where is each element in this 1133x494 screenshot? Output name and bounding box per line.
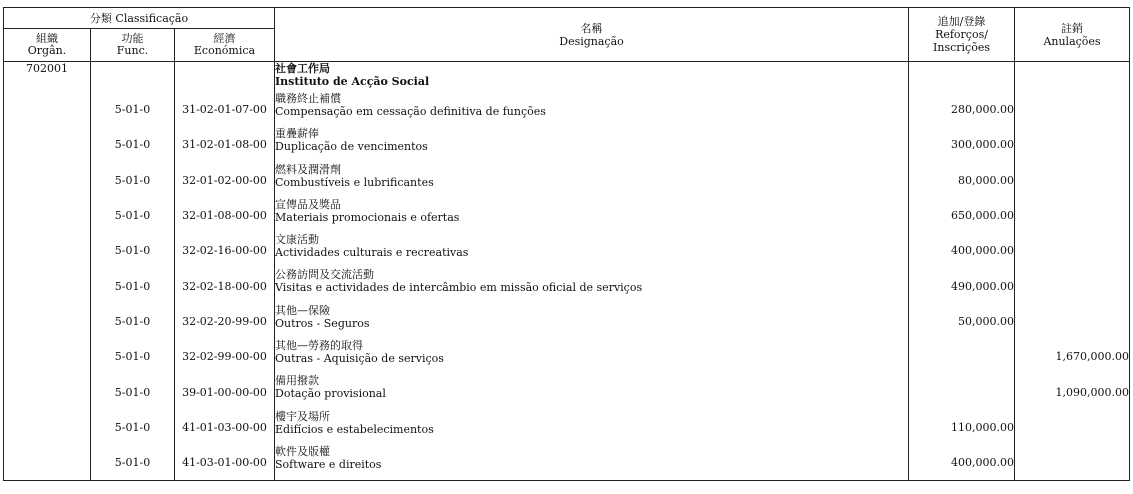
annulment-amount: [1015, 410, 1130, 445]
header-row-top: [4, 8, 1130, 29]
designation-pt: Edifícios e estabelecimentos: [275, 422, 434, 436]
functional-code: 5-01-0: [91, 233, 175, 268]
reinforcements-header-pt1: Reforços/: [935, 28, 988, 41]
designation-header-pt: Designação: [559, 34, 624, 48]
annulment-amount: 1,670,000.00: [1015, 339, 1130, 374]
economic-code: 31-02-01-07-00: [175, 92, 275, 127]
annulment-amount: [1015, 268, 1130, 303]
entity-row: [4, 62, 1130, 93]
reinforcement-amount: 110,000.00: [909, 410, 1015, 445]
table-row: [4, 233, 1130, 268]
economic-code: 41-03-01-00-00: [175, 445, 275, 481]
org-cell: [4, 339, 91, 374]
designation-pt: Duplicação de vencimentos: [275, 140, 428, 154]
designation-zh: 其他—保險: [275, 303, 331, 317]
org-code: 702001: [4, 62, 91, 93]
reinforcement-amount: 300,000.00: [909, 127, 1015, 162]
functional-code: 5-01-0: [91, 374, 175, 409]
entity-reforco-cell: [909, 62, 1015, 93]
table-row: [4, 92, 1130, 127]
org-cell: [4, 163, 91, 198]
economic-code: 32-02-18-00-00: [175, 268, 275, 303]
economic-header-zh: 經濟: [213, 32, 236, 45]
designation-zh: 樓宇及場所: [275, 409, 331, 423]
table-row: [4, 304, 1130, 339]
entity-eco-cell: [175, 62, 275, 93]
designation-header: [275, 8, 909, 62]
annulment-amount: [1015, 163, 1130, 198]
economic-code: 39-01-00-00-00: [175, 374, 275, 409]
functional-code: 5-01-0: [91, 92, 175, 127]
functional-code: 5-01-0: [91, 198, 175, 233]
classification-header: 分類 Classificação: [4, 8, 275, 29]
economic-header-pt: Económica: [193, 44, 256, 57]
designation-cell: [275, 445, 909, 481]
designation-zh: 燃料及潤滑劑: [275, 162, 342, 176]
reinforcements-header: [909, 8, 1015, 62]
annulment-amount: [1015, 233, 1130, 268]
table-row: [4, 268, 1130, 303]
designation-cell: [275, 198, 909, 233]
functional-header-pt: Func.: [116, 44, 149, 57]
designation-cell: [275, 304, 909, 339]
designation-zh: 其他—勞務的取得: [275, 339, 364, 353]
entity-designation: [275, 62, 909, 93]
designation-pt: Outros - Seguros: [275, 316, 370, 330]
functional-code: 5-01-0: [91, 268, 175, 303]
designation-zh: 公務訪問及交流活動: [275, 268, 375, 282]
functional-code: 5-01-0: [91, 445, 175, 481]
organic-header-pt: Orgân.: [27, 44, 67, 57]
annulments-header-zh: 註銷: [1061, 21, 1084, 35]
org-cell: [4, 410, 91, 445]
organic-header: [4, 29, 91, 62]
reinforcement-amount: [909, 339, 1015, 374]
designation-cell: [275, 268, 909, 303]
reinforcement-amount: 80,000.00: [909, 163, 1015, 198]
org-cell: [4, 233, 91, 268]
annulment-amount: [1015, 127, 1130, 162]
functional-header: [91, 29, 175, 62]
designation-zh: 文康活動: [275, 233, 320, 247]
designation-pt: Dotação provisional: [275, 387, 386, 401]
economic-header: [175, 29, 275, 62]
designation-pt: Outras - Aquisição de serviços: [275, 352, 444, 366]
functional-code: 5-01-0: [91, 410, 175, 445]
designation-zh: 軟件及版權: [275, 444, 331, 458]
annulments-header-pt: Anulações: [1043, 34, 1101, 48]
entity-anulacao-cell: [1015, 62, 1130, 93]
entity-name-zh: 社會工作局: [275, 62, 331, 75]
economic-code: 32-01-08-00-00: [175, 198, 275, 233]
functional-code: 5-01-0: [91, 127, 175, 162]
table-row: [4, 163, 1130, 198]
org-cell: [4, 92, 91, 127]
annulment-amount: [1015, 445, 1130, 481]
table-row: [4, 198, 1130, 233]
reinforcements-header-zh: 追加/登錄: [937, 15, 986, 28]
designation-pt: Materiais promocionais e ofertas: [275, 210, 460, 224]
annulment-amount: [1015, 198, 1130, 233]
org-cell: [4, 445, 91, 481]
designation-pt: Combustíveis e lubrificantes: [275, 175, 434, 189]
functional-code: 5-01-0: [91, 163, 175, 198]
org-cell: [4, 127, 91, 162]
functional-header-zh: 功能: [121, 32, 144, 45]
designation-header-zh: 名稱: [580, 21, 603, 35]
annulment-amount: [1015, 92, 1130, 127]
designation-zh: 備用撥款: [275, 374, 320, 388]
table-row: [4, 127, 1130, 162]
reinforcements-header-pt2: Inscrições: [933, 41, 990, 54]
annulments-header: [1015, 8, 1130, 62]
designation-cell: [275, 410, 909, 445]
economic-code: 32-02-16-00-00: [175, 233, 275, 268]
reinforcement-amount: 50,000.00: [909, 304, 1015, 339]
org-cell: [4, 304, 91, 339]
reinforcement-amount: 400,000.00: [909, 233, 1015, 268]
designation-pt: Actividades culturais e recreativas: [275, 246, 469, 260]
economic-code: 32-02-20-99-00: [175, 304, 275, 339]
designation-pt: Visitas e actividades de intercâmbio em missão oficial de serviços: [275, 281, 643, 295]
table-row: [4, 339, 1130, 374]
budget-body: [4, 62, 1130, 481]
economic-code: 31-02-01-08-00: [175, 127, 275, 162]
designation-zh: 重疊薪俸: [275, 127, 320, 141]
designation-cell: [275, 163, 909, 198]
annulment-amount: 1,090,000.00: [1015, 374, 1130, 409]
org-cell: [4, 268, 91, 303]
org-cell: [4, 198, 91, 233]
reinforcement-amount: 650,000.00: [909, 198, 1015, 233]
functional-code: 5-01-0: [91, 304, 175, 339]
reinforcement-amount: 490,000.00: [909, 268, 1015, 303]
designation-pt: Software e direitos: [275, 457, 382, 471]
economic-code: 32-01-02-00-00: [175, 163, 275, 198]
designation-zh: 宣傳品及獎品: [275, 197, 342, 211]
reinforcement-amount: [909, 374, 1015, 409]
reinforcement-amount: 280,000.00: [909, 92, 1015, 127]
designation-cell: [275, 127, 909, 162]
functional-code: 5-01-0: [91, 339, 175, 374]
budget-table: [3, 7, 1130, 481]
economic-code: 41-01-03-00-00: [175, 410, 275, 445]
designation-cell: [275, 339, 909, 374]
designation-cell: [275, 374, 909, 409]
entity-name-pt: Instituto de Acção Social: [275, 75, 430, 88]
designation-cell: [275, 233, 909, 268]
designation-pt: Compensação em cessação definitiva de funções: [275, 105, 546, 118]
organic-header-zh: 組織: [36, 32, 58, 45]
table-row: [4, 445, 1130, 481]
economic-code: 32-02-99-00-00: [175, 339, 275, 374]
designation-cell: [275, 92, 909, 127]
annulment-amount: [1015, 304, 1130, 339]
designation-zh: 職務終止補償: [275, 92, 342, 105]
table-row: [4, 410, 1130, 445]
reinforcement-amount: 400,000.00: [909, 445, 1015, 481]
entity-func-cell: [91, 62, 175, 93]
org-cell: [4, 374, 91, 409]
table-row: [4, 374, 1130, 409]
